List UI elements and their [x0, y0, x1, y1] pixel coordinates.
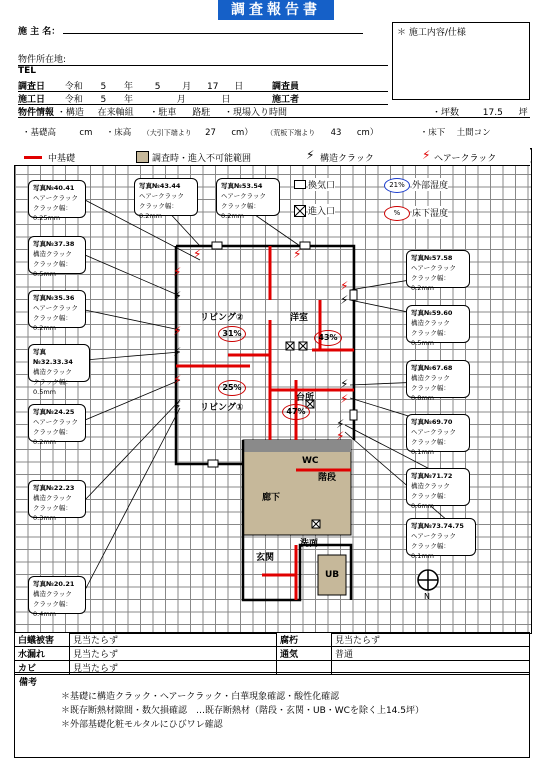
- callout-photo: 写真№57.58: [411, 254, 453, 262]
- callout-width: クラック幅：0.2mm: [33, 428, 72, 446]
- legend-foundation: 中基礎: [48, 154, 76, 164]
- svg-text:⚡: ⚡: [340, 279, 349, 293]
- finding-value2: 見当たらず: [332, 633, 530, 647]
- info-arrival-label: ・現場入り時間: [223, 108, 287, 118]
- remark-line: ＊基礎に構造クラック・ヘアークラック・白華現象確認・酸性化確認: [61, 692, 340, 702]
- callout-width: クラック幅：0.5mm: [33, 378, 72, 396]
- callout-width: クラック幅：0.5mm: [33, 260, 72, 278]
- callout-photo: 写真№20.21: [33, 580, 75, 588]
- findings-row: [15, 647, 530, 661]
- legend-inaccessible: 調査時・進入不可能範囲: [152, 154, 252, 164]
- surveyor-label: 調査員: [272, 82, 300, 92]
- callout-photo: 写真№22.23: [33, 484, 75, 492]
- callout-photo: 写真№32.33.34: [33, 348, 73, 366]
- outside-humidity-ellipse: 21%: [384, 178, 410, 193]
- callout-top-1[interactable]: [134, 178, 198, 220]
- callout-width: クラック幅：0.3mm: [33, 504, 72, 522]
- callout-type: 構造クラック: [411, 482, 450, 490]
- finding-label2: 通気: [277, 647, 332, 661]
- finding-label: 水漏れ: [15, 647, 70, 661]
- inaccessible-band: [243, 440, 351, 452]
- humidity-living1: 25%: [218, 380, 246, 396]
- callout-type: 構造クラック: [411, 319, 450, 327]
- survey-day: 17: [207, 82, 219, 92]
- callout-type: ヘアークラック: [139, 192, 184, 200]
- remark-line: ＊外部基礎化粧モルタルにひびワレ確認: [61, 720, 223, 730]
- callout-photo: 写真№37.38: [33, 240, 75, 248]
- callout-width: クラック幅：0.1mm: [411, 438, 450, 456]
- owner-label: 施 主 名：: [18, 27, 61, 37]
- foundation-lines: [176, 246, 354, 600]
- callout-width: クラック幅：0.2mm: [221, 202, 260, 220]
- work-year: 5: [100, 95, 107, 105]
- callout-right-5[interactable]: [406, 468, 470, 510]
- room-kitchen: 台所: [296, 393, 315, 403]
- info-structure-value: 在来軸組: [97, 108, 134, 118]
- callout-width: クラック幅：0.2mm: [411, 274, 450, 292]
- callout-type: 構造クラック: [33, 368, 72, 376]
- callout-photo: 写真№35.36: [33, 294, 75, 302]
- legend-hair: ヘアークラック: [434, 154, 497, 164]
- survey-month-unit: 月: [182, 82, 192, 92]
- survey-era: 令和: [64, 82, 83, 92]
- svg-text:⚡: ⚡: [173, 373, 182, 387]
- finding-value: 見当たらず: [70, 647, 277, 661]
- tel-label: TEL: [18, 66, 37, 76]
- callout-left-5[interactable]: [28, 404, 86, 446]
- callout-type: 構造クラック: [33, 590, 72, 598]
- findings-table: [14, 632, 530, 675]
- survey-date-label: 調査日: [18, 82, 46, 92]
- callout-photo: 写真№40.41: [33, 184, 75, 192]
- foundation-height-label: ・基礎高: [22, 128, 57, 138]
- callout-type: ヘアークラック: [33, 418, 78, 426]
- remarks-label: 備考: [19, 678, 38, 688]
- legend-underfloor-humidity: 床下湿度: [412, 206, 448, 219]
- floor-height-value1: 27: [205, 128, 216, 138]
- survey-year: 5: [100, 82, 107, 92]
- callout-photo: 写真№67.68: [411, 364, 453, 372]
- humidity-kitchen: 47%: [282, 404, 310, 420]
- underfloor-humidity-ellipse: %: [384, 206, 410, 221]
- work-month-unit: 月: [176, 95, 186, 105]
- survey-day-unit: 日: [234, 82, 244, 92]
- svg-text:⚡: ⚡: [173, 324, 182, 338]
- room-hallway: 廊下: [262, 493, 281, 503]
- svg-text:⚡: ⚡: [340, 392, 349, 406]
- floor-height-unit1: cm）: [231, 128, 253, 138]
- callout-left-1[interactable]: [28, 180, 86, 222]
- room-living2: リビング②: [200, 313, 244, 323]
- structural-crack-icon: ⚡: [306, 148, 315, 162]
- info-parking-value: 路駐: [192, 108, 211, 118]
- callout-right-6[interactable]: [406, 518, 476, 560]
- survey-year-unit: 年: [124, 82, 134, 92]
- callout-type: ヘアークラック: [33, 304, 78, 312]
- callout-left-3[interactable]: [28, 290, 86, 332]
- findings-row: [15, 633, 530, 647]
- callout-type: ヘアークラック: [221, 192, 266, 200]
- callout-type: ヘアークラック: [411, 264, 456, 272]
- svg-text:⚡: ⚡: [336, 429, 345, 443]
- finding-label: カビ: [15, 661, 70, 675]
- svg-text:⚡: ⚡: [193, 247, 202, 261]
- room-ub: UB: [325, 570, 340, 580]
- callout-width: クラック幅：0.2mm: [139, 202, 178, 220]
- callout-photo: 写真№73.74.75: [411, 522, 464, 530]
- report-title: 調査報告書: [218, 0, 334, 20]
- svg-text:⚡: ⚡: [340, 377, 349, 391]
- callout-right-2[interactable]: [406, 305, 470, 347]
- callout-left-6[interactable]: [28, 480, 86, 522]
- underfloor-value: 土間コン: [456, 128, 491, 138]
- room-entrance: 玄関: [256, 553, 275, 563]
- callout-type: 構造クラック: [33, 494, 72, 502]
- finding-value2: 普通: [332, 647, 530, 661]
- svg-text:⚡: ⚡: [340, 293, 349, 307]
- callout-top-2[interactable]: [216, 178, 280, 220]
- callout-width: クラック幅：0.6mm: [411, 492, 450, 510]
- legend-outside-humidity: 外部湿度: [412, 178, 448, 191]
- remark-line: ＊既存断熱材隙間・数欠損確認 …既存断熱材（階段・玄関・UB・WCを除く上14.5坪）: [61, 706, 424, 716]
- svg-text:⚡: ⚡: [293, 247, 302, 261]
- foundation-height-unit: cm: [79, 128, 93, 138]
- callout-width: クラック幅：0.2mm: [33, 314, 72, 332]
- callout-type: ヘアークラック: [411, 428, 456, 436]
- spec-label: ＊ 施工内容/仕様: [397, 28, 466, 38]
- floor-height-value2: 43: [330, 128, 342, 138]
- callout-width: クラック幅：0.25mm: [33, 204, 72, 222]
- callout-photo: 写真№24.25: [33, 408, 75, 416]
- info-structure-label: ・構造: [56, 108, 84, 118]
- room-wc: WC: [302, 456, 319, 466]
- callout-width: クラック幅：0.8mm: [411, 384, 450, 402]
- info-label: 物件情報: [18, 108, 55, 118]
- callout-type: 構造クラック: [33, 250, 72, 258]
- legend-structural: 構造クラック: [320, 154, 374, 164]
- finding-label2: 腐朽: [277, 633, 332, 647]
- svg-text:⚡: ⚡: [173, 265, 182, 279]
- callout-width: クラック幅：0.1mm: [411, 542, 450, 560]
- legend-vent: 換気口: [308, 178, 335, 191]
- callout-photo: 写真№59.60: [411, 309, 453, 317]
- floor-height-note1: （大引下端より: [142, 129, 192, 137]
- callout-photo: 写真№53.54: [221, 182, 263, 190]
- hair-crack-icon: ⚡: [422, 148, 431, 162]
- info-parking-label: ・駐車: [149, 108, 177, 118]
- finding-value: 見当たらず: [70, 661, 277, 675]
- work-day-unit: 日: [221, 95, 231, 105]
- address-label: 物件所在地:: [18, 55, 67, 65]
- room-western: 洋室: [290, 313, 309, 323]
- inaccessible-area: [243, 440, 351, 535]
- svg-text:⚡: ⚡: [336, 417, 345, 431]
- callout-photo: 写真№43.44: [139, 182, 181, 190]
- callout-left-2[interactable]: [28, 236, 86, 278]
- callout-type: 構造クラック: [411, 374, 450, 382]
- floor-height-label: ・床高: [105, 128, 132, 138]
- work-era: 令和: [64, 95, 83, 105]
- callout-type: ヘアークラック: [33, 194, 78, 202]
- tsubo-value: 17.5: [482, 108, 503, 118]
- legend-entry: 進入口: [308, 204, 335, 217]
- floor-height-unit2: cm）: [356, 128, 379, 138]
- tsubo-unit: 坪: [518, 108, 528, 118]
- callout-photo: 写真№71.72: [411, 472, 453, 480]
- callout-width: クラック幅：0.4mm: [33, 600, 72, 618]
- work-date-label: 施工日: [18, 95, 46, 105]
- svg-text:⚡: ⚡: [173, 399, 182, 413]
- remarks-lines: [19, 690, 525, 732]
- humidity-living2: 31%: [218, 326, 246, 342]
- svg-text:⚡: ⚡: [173, 289, 182, 303]
- room-living1: リビング①: [200, 403, 244, 413]
- underfloor-label: ・床下: [419, 128, 446, 138]
- callout-type: ヘアークラック: [411, 532, 456, 540]
- callout-left-7[interactable]: [28, 576, 86, 618]
- callout-right-4[interactable]: [406, 414, 470, 456]
- humidity-western: 43%: [314, 330, 342, 346]
- contractor-label: 施工者: [272, 95, 300, 105]
- compass-n: N: [424, 592, 430, 601]
- finding-label: 白蟻被害: [15, 633, 70, 647]
- tsubo-label: ・坪数: [432, 108, 460, 118]
- finding-value: 見当たらず: [70, 633, 277, 647]
- callout-width: クラック幅：0.5mm: [411, 329, 450, 347]
- room-stairs: 階段: [318, 473, 337, 483]
- svg-text:⚡: ⚡: [173, 345, 182, 359]
- callout-left-4[interactable]: [28, 344, 90, 396]
- work-year-unit: 年: [124, 95, 134, 105]
- remarks-box: [14, 672, 530, 758]
- callout-right-3[interactable]: [406, 360, 470, 402]
- floor-height-note2: （荒板下端より: [266, 129, 316, 137]
- callout-photo: 写真№69.70: [411, 418, 453, 426]
- room-washroom: 洗面: [300, 539, 319, 549]
- survey-month: 5: [154, 82, 161, 92]
- callout-right-1[interactable]: [406, 250, 470, 292]
